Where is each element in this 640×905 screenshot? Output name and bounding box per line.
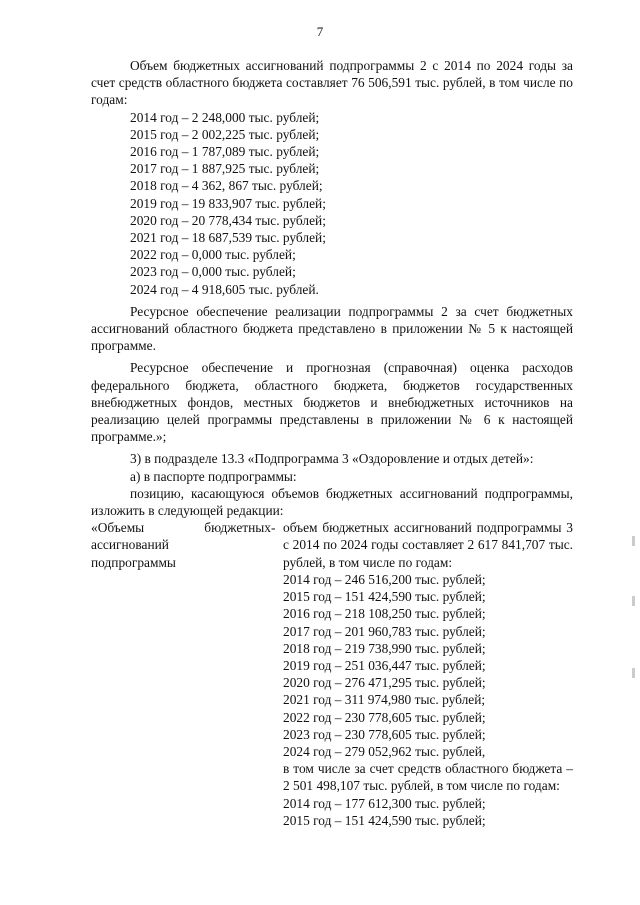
item-a: а) в паспорте подпрограммы: — [130, 468, 297, 484]
page-number: 7 — [316, 24, 324, 39]
year-line: 2018 год – 4 362, 867 тыс. рублей; — [130, 178, 323, 194]
document-body — [91, 57, 573, 829]
item-3: 3) в подразделе 13.3 «Подпрограмма 3 «Оздоровление и отдых детей»: — [130, 451, 534, 467]
label-line: ассигнований — [91, 537, 169, 553]
intro-paragraph: Объем бюджетных ассигнований подпрограммы 2 с 2014 по 2024 годы за счет средств областного бюджета составляет 76 506,591 тыс. рублей, в том числе по годам: — [91, 58, 573, 108]
label-line: «Объемы бюджетных — [91, 520, 271, 536]
year-line: 2017 год – 1 887,925 тыс. рублей; — [130, 161, 320, 177]
year-line: 2021 год – 18 687,539 тыс. рублей; — [130, 230, 326, 246]
scan-artifact — [632, 668, 635, 678]
passport-table — [91, 519, 573, 829]
year-line: 2022 год – 0,000 тыс. рублей; — [130, 247, 296, 263]
year-line: 2024 год – 279 052,962 тыс. рублей, — [283, 743, 486, 759]
year-line: 2022 год – 230 778,605 тыс. рублей; — [283, 709, 486, 725]
year-line: 2018 год – 219 738,990 тыс. рублей; — [283, 640, 486, 656]
year-line: 2014 год – 246 516,200 тыс. рублей; — [283, 571, 486, 587]
year-line: 2024 год – 4 918,605 тыс. рублей. — [130, 281, 319, 297]
year-line: 2023 год – 230 778,605 тыс. рублей; — [283, 726, 486, 742]
year-line: 2016 год – 218 108,250 тыс. рублей; — [283, 606, 486, 622]
forecast-paragraph: Ресурсное обеспечение и прогнозная (справочная) оценка расходов федерального бюджета, областного бюджета, бюджетов государственных внебюджетных фондов, местных бюджетов и внебюджетных источников на реализацию целей программы представлены в приложении № 6 к настоящей программе.»; — [91, 360, 573, 445]
year-line: 2019 год – 251 036,447 тыс. рублей; — [283, 657, 486, 673]
year-line: 2017 год – 201 960,783 тыс. рублей; — [283, 623, 486, 639]
table-label-cell — [91, 519, 271, 829]
year-line: 2023 год – 0,000 тыс. рублей; — [130, 264, 296, 280]
year-line: 2020 год – 276 471,295 тыс. рублей; — [283, 675, 486, 691]
year-line: 2014 год – 177 612,300 тыс. рублей; — [283, 795, 486, 811]
label-line: подпрограммы — [91, 554, 176, 570]
table-dash: - — [271, 520, 276, 536]
scan-artifact — [632, 536, 635, 546]
year-line: 2021 год – 311 974,980 тыс. рублей; — [283, 692, 486, 708]
sub2-year-list — [91, 109, 573, 298]
year-line: 2020 год – 20 778,434 тыс. рублей; — [130, 212, 326, 228]
year-line: 2015 год – 151 424,590 тыс. рублей; — [283, 589, 486, 605]
regional-intro: в том числе за счет средств областного бюджета – 2 501 498,107 тыс. рублей, в том числе по годам: — [283, 761, 573, 794]
table-value-cell — [283, 519, 573, 829]
value-intro: объем бюджетных ассигнований подпрограммы 3 с 2014 по 2024 годы составляет 2 617 841,707 тыс. рублей, в том числе по годам: — [283, 520, 573, 570]
position-paragraph: позицию, касающуюся объемов бюджетных ассигнований подпрограммы, изложить в следующей редакции: — [91, 485, 573, 519]
year-line: 2015 год – 2 002,225 тыс. рублей; — [130, 126, 320, 142]
year-line: 2019 год – 19 833,907 тыс. рублей; — [130, 195, 326, 211]
year-line: 2014 год – 2 248,000 тыс. рублей; — [130, 109, 320, 125]
resource-paragraph: Ресурсное обеспечение реализации подпрограммы 2 за счет бюджетных ассигнований областного бюджета представлено в приложении № 5 к настоящей программе. — [91, 303, 573, 354]
year-line: 2015 год – 151 424,590 тыс. рублей; — [283, 812, 486, 828]
scan-artifact — [632, 596, 635, 606]
year-line: 2016 год – 1 787,089 тыс. рублей; — [130, 144, 320, 160]
